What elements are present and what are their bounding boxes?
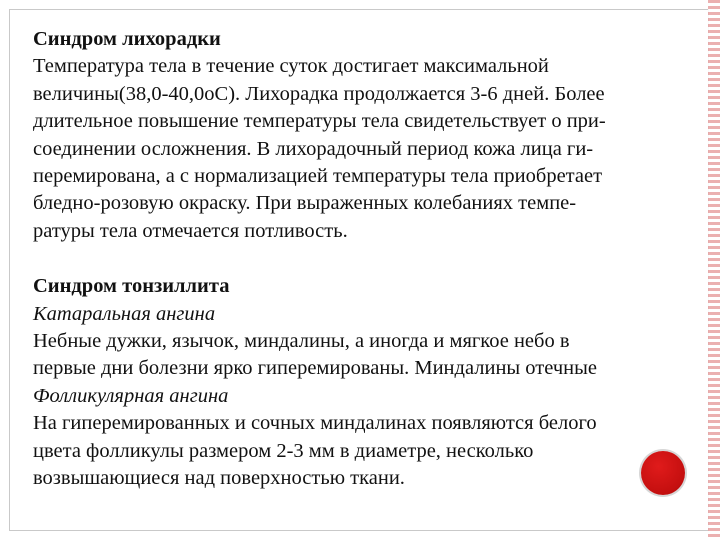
text-line: возвышающиеся над поверхностью ткани. (33, 467, 405, 490)
text-line: На гиперемированных и сочных миндалинах появляются белого (33, 412, 597, 435)
text-line: цвета фолликулы размером 2-3 мм в диаметре, несколько (33, 439, 534, 462)
text-line: ратуры тела отмечается потливость. (33, 219, 348, 242)
text-line: длительное повышение температуры тела свидетельствует о при- (33, 110, 606, 133)
red-circle-decoration (641, 451, 685, 495)
section-gap (33, 245, 713, 273)
text-line: первые дни болезни ярко гиперемированы. Миндалины отечные (33, 357, 597, 380)
slide-content (33, 26, 713, 493)
subheading-catarrhal: Катаральная ангина (33, 302, 216, 325)
section-heading-tonsillitis: Синдром тонзиллита (33, 275, 230, 298)
text-line: Температура тела в течение суток достигает максимальной (33, 55, 549, 78)
text-line: величины(38,0-40,0оС). Лихорадка продолжается 3-6 дней. Более (33, 82, 605, 105)
subheading-follicular: Фолликулярная ангина (33, 384, 229, 407)
text-line: соединении осложнения. В лихорадочный период кожа лица ги- (33, 137, 594, 160)
text-line: Небные дужки, язычок, миндалины, а иногда и мягкое небо в (33, 330, 570, 353)
text-line: перемирована, а с нормализацией температуры тела приобретает (33, 165, 603, 188)
section-heading-fever: Синдром лихорадки (33, 28, 221, 50)
text-line: бледно-розовую окраску. При выраженных колебаниях темпе- (33, 192, 577, 215)
